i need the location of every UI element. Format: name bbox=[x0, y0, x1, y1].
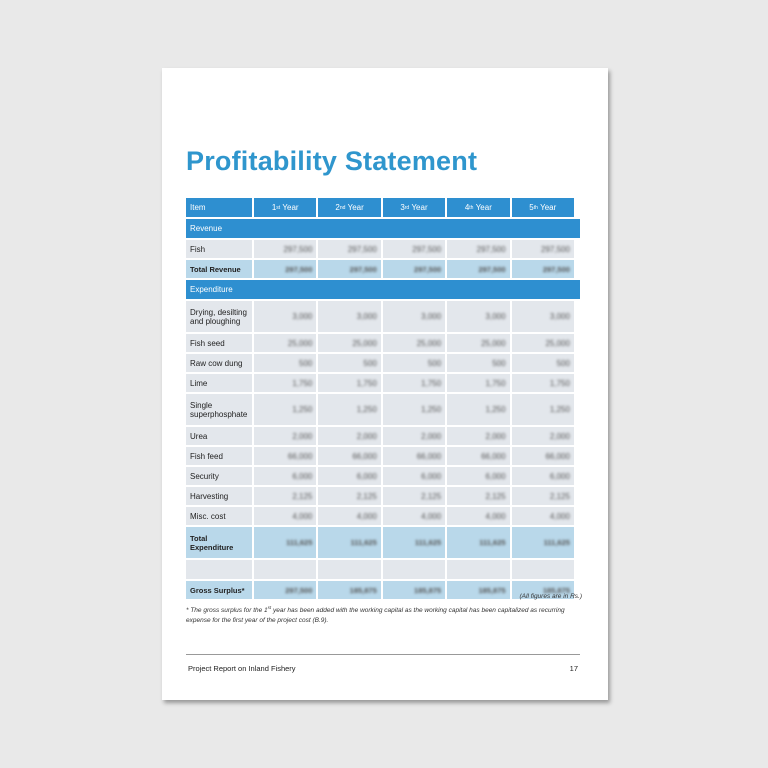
value-cell bbox=[383, 447, 445, 465]
value-cell bbox=[447, 354, 509, 372]
table-row bbox=[186, 447, 580, 465]
value-cell bbox=[318, 334, 380, 352]
row-label: Total Revenue bbox=[186, 260, 252, 278]
value-text: 6,000 bbox=[485, 471, 506, 481]
value-cell bbox=[383, 334, 445, 352]
value-text: 500 bbox=[427, 358, 442, 368]
value-text: 297,500 bbox=[283, 244, 313, 254]
value-cell bbox=[254, 507, 316, 525]
table-row bbox=[186, 301, 580, 332]
value-text: 3,000 bbox=[421, 312, 442, 321]
value-text: 185,875 bbox=[478, 585, 506, 595]
value-cell bbox=[512, 507, 574, 525]
footnote: * The gross surplus for the 1st year has been added with the working capital as the working capital has been capitalized as recurring expense for the first year of the project cost (B.9). bbox=[186, 605, 565, 625]
table-row bbox=[186, 487, 580, 505]
value-cell bbox=[383, 527, 445, 558]
value-text: 25,000 bbox=[416, 338, 442, 348]
value-cell bbox=[383, 260, 445, 278]
value-text: 6,000 bbox=[549, 471, 570, 481]
page-title: Profitability Statement bbox=[186, 146, 478, 176]
value-text: 500 bbox=[363, 358, 377, 368]
table-row bbox=[186, 467, 580, 485]
value-cell bbox=[383, 240, 445, 258]
value-cell bbox=[318, 394, 380, 425]
value-cell bbox=[318, 374, 380, 392]
row-label: Fish seed bbox=[186, 334, 252, 352]
value-cell bbox=[447, 301, 509, 332]
value-cell bbox=[512, 354, 574, 372]
value-cell bbox=[512, 260, 574, 278]
value-text: 4,000 bbox=[356, 511, 377, 521]
value-cell bbox=[254, 467, 316, 485]
value-cell bbox=[512, 487, 574, 505]
value-cell bbox=[512, 301, 574, 332]
value-text: 297,500 bbox=[285, 264, 313, 274]
value-cell bbox=[254, 354, 316, 372]
table-row bbox=[186, 507, 580, 525]
value-cell bbox=[318, 354, 380, 372]
value-cell bbox=[512, 427, 574, 445]
table-row bbox=[186, 374, 580, 392]
header-year-1: 1 st Year bbox=[254, 198, 316, 217]
value-cell bbox=[447, 394, 509, 425]
value-cell bbox=[383, 507, 445, 525]
value-text: 1,750 bbox=[549, 378, 570, 388]
value-text: 297,500 bbox=[542, 264, 570, 274]
row-label: Total Expenditure bbox=[186, 527, 252, 558]
total-row bbox=[186, 527, 580, 558]
value-cell bbox=[447, 487, 509, 505]
row-label: Single superphosphate bbox=[186, 394, 252, 425]
blank-row bbox=[186, 560, 580, 579]
value-cell bbox=[447, 260, 509, 278]
value-text: 66,000 bbox=[416, 451, 442, 461]
footer-title: Project Report on Inland Fishery bbox=[188, 664, 296, 673]
header-year-5: 5 th Year bbox=[512, 198, 574, 217]
row-label: Urea bbox=[186, 427, 252, 445]
value-cell bbox=[512, 240, 574, 258]
value-cell bbox=[383, 487, 445, 505]
value-text: 1,250 bbox=[421, 405, 442, 414]
value-cell bbox=[447, 527, 509, 558]
value-cell bbox=[318, 527, 380, 558]
value-text: 2,000 bbox=[356, 431, 377, 441]
value-cell bbox=[447, 507, 509, 525]
value-text: 185,875 bbox=[542, 585, 570, 595]
value-text: 2,000 bbox=[549, 431, 570, 441]
value-cell bbox=[512, 527, 574, 558]
value-text: 297,500 bbox=[476, 244, 506, 254]
value-text: 2,000 bbox=[292, 431, 313, 441]
value-cell bbox=[447, 427, 509, 445]
value-text: 2,125 bbox=[549, 491, 570, 501]
value-text: 1,750 bbox=[292, 378, 313, 388]
value-text: 500 bbox=[299, 358, 313, 368]
value-text: 25,000 bbox=[545, 338, 570, 348]
value-text: 297,500 bbox=[414, 264, 442, 274]
value-text: 1,250 bbox=[485, 405, 506, 414]
value-text: 3,000 bbox=[356, 312, 377, 321]
value-text: 185,875 bbox=[414, 585, 442, 595]
value-cell bbox=[512, 394, 574, 425]
value-text: 297,500 bbox=[347, 244, 377, 254]
value-text: 4,000 bbox=[292, 511, 313, 521]
value-text: 4,000 bbox=[549, 511, 570, 521]
value-cell bbox=[254, 427, 316, 445]
value-text: 2,125 bbox=[356, 491, 377, 501]
table-row bbox=[186, 427, 580, 445]
value-text: 297,500 bbox=[541, 244, 570, 254]
blank-cell bbox=[383, 560, 445, 579]
expenditure-rows bbox=[186, 301, 580, 558]
row-label: Security bbox=[186, 467, 252, 485]
value-cell bbox=[254, 394, 316, 425]
value-cell bbox=[254, 374, 316, 392]
value-cell bbox=[512, 447, 574, 465]
value-cell bbox=[383, 301, 445, 332]
value-text: 25,000 bbox=[287, 338, 313, 348]
value-text: 2,125 bbox=[421, 491, 442, 501]
value-cell bbox=[318, 427, 380, 445]
value-text: 111,625 bbox=[479, 538, 506, 547]
value-cell bbox=[512, 467, 574, 485]
row-label: Raw cow dung bbox=[186, 354, 252, 372]
value-cell bbox=[383, 467, 445, 485]
total-row bbox=[186, 260, 580, 278]
value-text: 111,625 bbox=[286, 538, 313, 547]
blank-cell bbox=[186, 560, 252, 579]
value-text: 297,500 bbox=[285, 585, 313, 595]
value-cell bbox=[383, 394, 445, 425]
value-text: 66,000 bbox=[287, 451, 313, 461]
section-revenue: Revenue bbox=[186, 219, 580, 238]
value-text: 111,625 bbox=[350, 538, 377, 547]
header-year-2: 2 nd Year bbox=[318, 198, 380, 217]
value-text: 3,000 bbox=[485, 312, 506, 321]
value-text: 1,250 bbox=[292, 405, 313, 414]
row-label: Misc. cost bbox=[186, 507, 252, 525]
blank-cell bbox=[512, 560, 574, 579]
value-cell bbox=[447, 447, 509, 465]
value-text: 111,625 bbox=[414, 538, 442, 547]
value-text: 1,750 bbox=[356, 378, 377, 388]
value-cell bbox=[383, 354, 445, 372]
value-text: 2,125 bbox=[485, 491, 506, 501]
value-text: 500 bbox=[556, 358, 570, 368]
value-text: 1,250 bbox=[356, 405, 377, 414]
value-text: 3,000 bbox=[292, 312, 313, 321]
value-cell bbox=[318, 447, 380, 465]
value-cell bbox=[318, 467, 380, 485]
table-row bbox=[186, 354, 580, 372]
value-text: 297,500 bbox=[349, 264, 377, 274]
value-cell bbox=[318, 487, 380, 505]
value-text: 4,000 bbox=[485, 511, 506, 521]
value-text: 2,000 bbox=[421, 431, 442, 441]
value-text: 6,000 bbox=[356, 471, 377, 481]
value-cell bbox=[383, 427, 445, 445]
value-text: 66,000 bbox=[481, 451, 506, 461]
value-text: 25,000 bbox=[481, 338, 506, 348]
value-text: 4,000 bbox=[421, 511, 442, 521]
value-text: 1,750 bbox=[485, 378, 506, 388]
value-text: 3,000 bbox=[549, 312, 570, 321]
value-cell bbox=[254, 301, 316, 332]
document-page bbox=[162, 68, 608, 700]
revenue-rows bbox=[186, 240, 580, 278]
table-row bbox=[186, 240, 580, 258]
value-text: 185,875 bbox=[349, 585, 377, 595]
value-text: 2,125 bbox=[292, 491, 313, 501]
value-text: 1,750 bbox=[421, 378, 442, 388]
figures-note: (All figures are in Rs.) bbox=[519, 593, 582, 600]
value-text: 6,000 bbox=[421, 471, 442, 481]
value-cell bbox=[254, 260, 316, 278]
value-text: 1,250 bbox=[549, 405, 570, 414]
value-text: 66,000 bbox=[545, 451, 570, 461]
value-cell bbox=[447, 374, 509, 392]
blank-cell bbox=[318, 560, 380, 579]
value-cell bbox=[447, 334, 509, 352]
row-label: Fish bbox=[186, 240, 252, 258]
section-expenditure: Expenditure bbox=[186, 280, 580, 299]
row-label: Fish feed bbox=[186, 447, 252, 465]
row-label: Harvesting bbox=[186, 487, 252, 505]
table-header-row bbox=[186, 198, 580, 217]
value-cell bbox=[383, 374, 445, 392]
value-cell bbox=[512, 334, 574, 352]
value-text: 297,500 bbox=[412, 244, 442, 254]
value-cell bbox=[318, 301, 380, 332]
value-text: 2,000 bbox=[485, 431, 506, 441]
value-text: 6,000 bbox=[292, 471, 313, 481]
value-cell bbox=[512, 374, 574, 392]
value-cell bbox=[254, 487, 316, 505]
table-row bbox=[186, 394, 580, 425]
value-cell bbox=[318, 260, 380, 278]
row-label: Drying, desilting and ploughing bbox=[186, 301, 252, 332]
value-cell bbox=[447, 240, 509, 258]
value-cell bbox=[318, 240, 380, 258]
header-year-3: 3 rd Year bbox=[383, 198, 445, 217]
row-label: Gross Surplus* bbox=[186, 581, 252, 599]
value-cell bbox=[318, 507, 380, 525]
value-cell bbox=[254, 447, 316, 465]
table-row bbox=[186, 334, 580, 352]
value-text: 500 bbox=[492, 358, 506, 368]
value-cell bbox=[254, 527, 316, 558]
value-text: 111,625 bbox=[543, 538, 570, 547]
blank-cell bbox=[254, 560, 316, 579]
profitability-table bbox=[186, 198, 580, 601]
header-year-4: 4 th Year bbox=[447, 198, 509, 217]
footer-divider bbox=[186, 654, 580, 655]
page-number: 17 bbox=[569, 664, 578, 673]
value-text: 25,000 bbox=[352, 338, 377, 348]
value-cell bbox=[254, 334, 316, 352]
blank-cell bbox=[447, 560, 509, 579]
value-text: 66,000 bbox=[352, 451, 377, 461]
header-item: Item bbox=[186, 198, 252, 217]
value-cell bbox=[254, 240, 316, 258]
row-label: Lime bbox=[186, 374, 252, 392]
value-cell bbox=[447, 467, 509, 485]
value-text: 297,500 bbox=[478, 264, 506, 274]
